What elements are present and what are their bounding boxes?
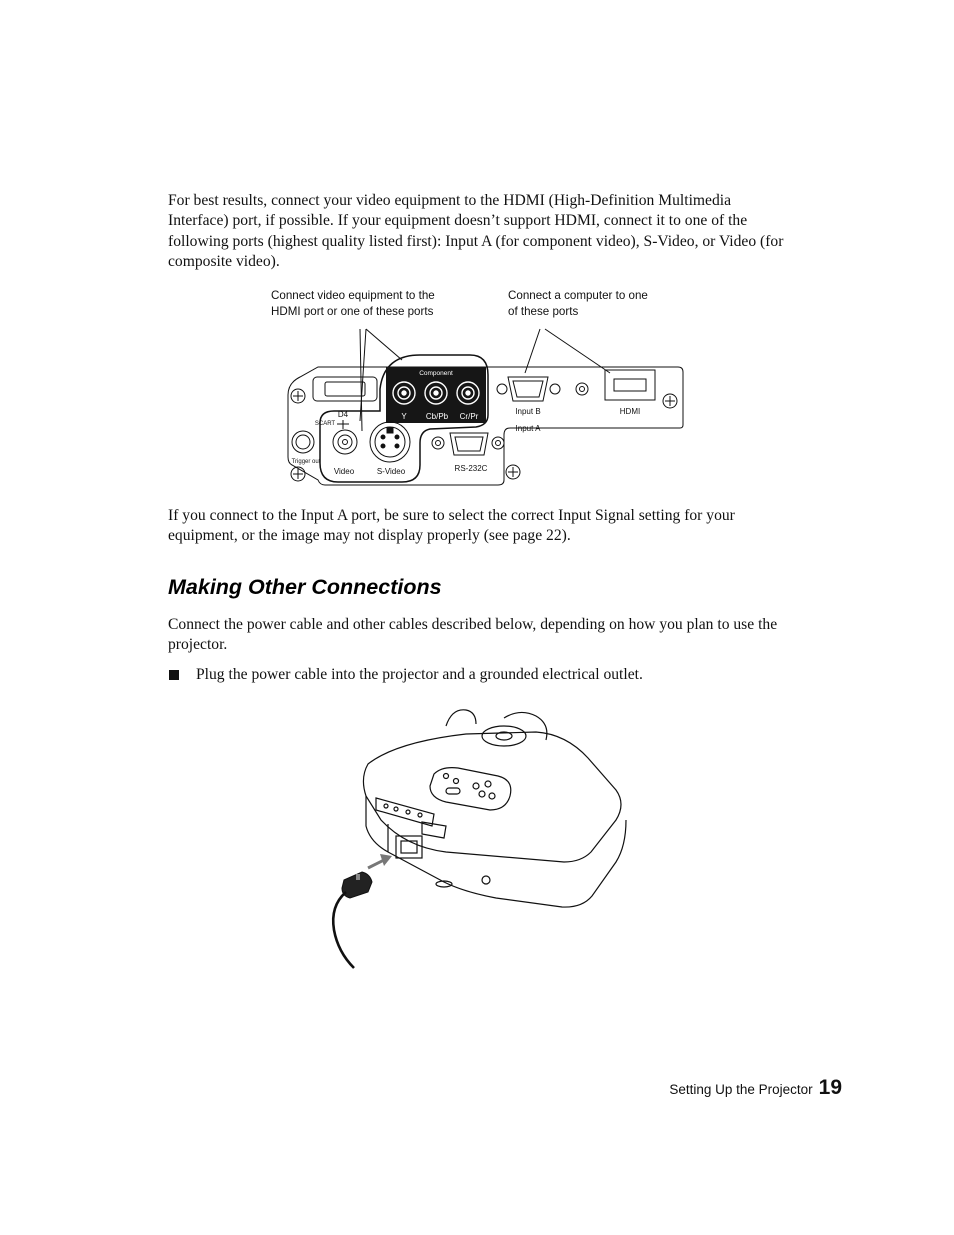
port-panel-diagram <box>280 325 690 493</box>
input-a-label: Input A <box>515 424 541 433</box>
input-a-note-paragraph: If you connect to the Input A port, be sure to select the correct Input Signal setting for your equipment, or the image may not display properly (see page 22). <box>168 507 735 545</box>
leader-line <box>366 329 402 360</box>
cr-pr-label: Cr/Pr <box>459 412 479 421</box>
video-jack <box>333 430 357 454</box>
callout-computer: Connect a computer to one of these ports <box>508 289 648 318</box>
d4-label: D4 <box>337 410 349 419</box>
power-cable <box>333 892 354 968</box>
scart-label: SCART <box>314 421 336 427</box>
bullet-text: Plug the power cable into the projector and a grounded electrical outlet. <box>196 666 643 683</box>
hdmi-port <box>605 370 655 400</box>
control-panel <box>430 768 511 810</box>
power-inlet <box>396 836 422 858</box>
s-video-label: S-Video <box>376 467 406 476</box>
rs232c-label: RS-232C <box>454 464 488 473</box>
bullet-square-icon <box>169 670 179 680</box>
projector-body <box>363 732 621 862</box>
rs232c-port <box>450 433 488 455</box>
footer-section-title: Setting Up the Projector <box>669 1082 813 1097</box>
section-heading: Making Other Connections <box>168 575 442 599</box>
screw-icon <box>291 467 305 481</box>
intro-paragraph: For best results, connect your video equipment to the HDMI (High-Definition Multimedia Interface) port, if possible. If your equipment doesn’t support HDMI, connect it to one of the following ports (highest quality listed first): Input A (for component video), S-Video, or Video (for composite video). <box>168 192 784 270</box>
page-number: 19 <box>818 1076 842 1099</box>
projector-power-illustration <box>326 702 636 972</box>
page-footer <box>669 1076 842 1100</box>
input-b-label: Input B <box>515 407 541 416</box>
leader-line <box>545 329 610 373</box>
callout-video-equipment: Connect video equipment to the HDMI port or one of these ports <box>271 289 435 318</box>
power-plug-icon <box>342 872 372 898</box>
screw-icon <box>506 465 520 479</box>
lens-icon <box>446 710 476 726</box>
arrow-icon <box>368 854 392 868</box>
screw-icon <box>291 389 305 403</box>
cb-pb-label: Cb/Pb <box>425 412 449 421</box>
leader-line <box>525 329 540 373</box>
hdmi-label: HDMI <box>619 407 641 416</box>
trigger-out-port <box>292 431 314 453</box>
component-label: Component <box>419 370 453 377</box>
y-label: Y <box>401 412 407 421</box>
d4-port <box>313 377 377 401</box>
video-label: Video <box>333 467 355 476</box>
trigger-out-label: Trigger out <box>291 459 321 465</box>
other-connections-paragraph: Connect the power cable and other cables described below, depending on how you plan to use the projector. <box>168 616 778 654</box>
screw-icon <box>663 394 677 408</box>
